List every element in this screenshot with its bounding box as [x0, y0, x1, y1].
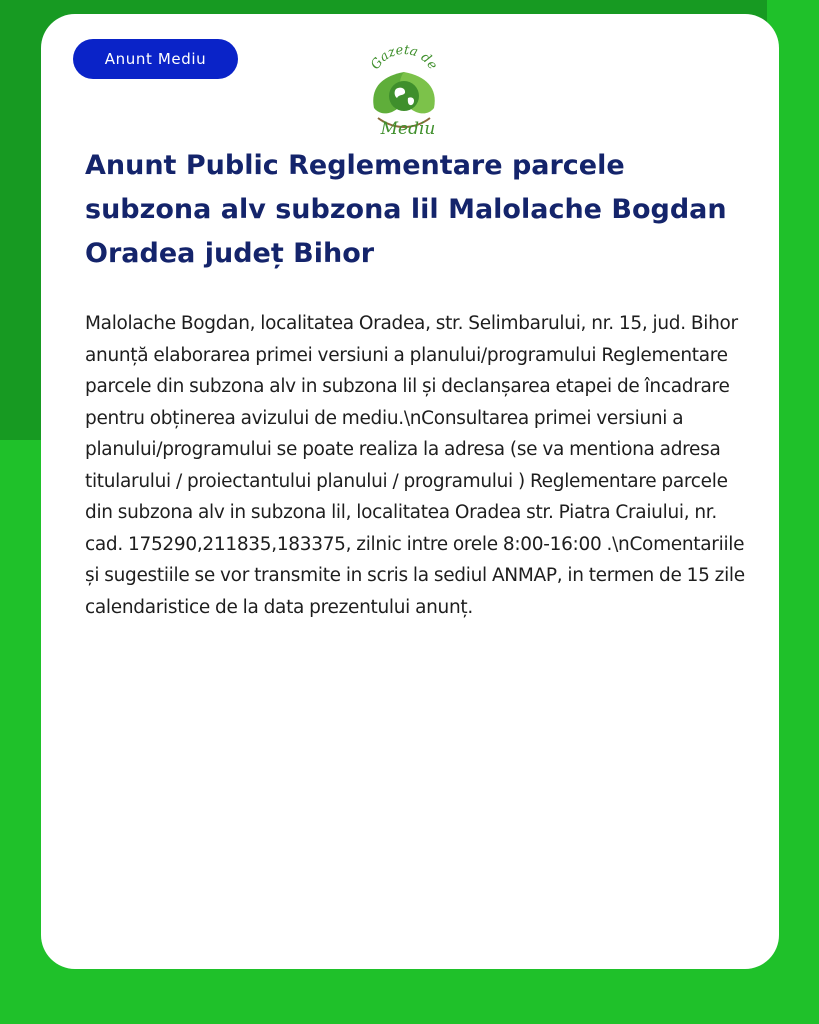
svg-text:Gazeta de: [368, 43, 440, 73]
article-body: Malolache Bogdan, localitatea Oradea, str. Selimbarului, nr. 15, jud. Bihor anunță elaborarea primei versiuni a planului/programului Reglementare parcele din subzona alv in subzona lil și declanșarea etapei de încadrare pentru obținerea avizului de mediu.\nConsultarea primei versiuni a planului/programului se poate realiza la adresa (se va mentiona adresa titularului / proiectantului planului / programului ) Reglementare parcele din subzona alv in subzona lil, localitatea Oradea str. Piatra Craiului, nr. cad. 175290,211835,183375, zilnic intre orele 8:00-16:00 .\nComentariile și sugestiile se vor transmite in scris la sediul ANMAP, in termen de 15 zile calendaristice de la data prezentului anunț.: [85, 313, 745, 618]
article-title: Anunt Public Reglementare parcele subzona alv subzona lil Malolache Bogdan Oradea județ Bihor: [85, 150, 727, 269]
category-badge[interactable]: Anunt Mediu: [73, 39, 238, 79]
announcement-card: [41, 14, 779, 969]
gazeta-de-mediu-logo: [356, 38, 452, 138]
logo-text-bottom: Mediu: [380, 119, 436, 138]
logo-text-top: Gazeta de: [368, 42, 441, 73]
logo-graphic: [356, 38, 452, 138]
